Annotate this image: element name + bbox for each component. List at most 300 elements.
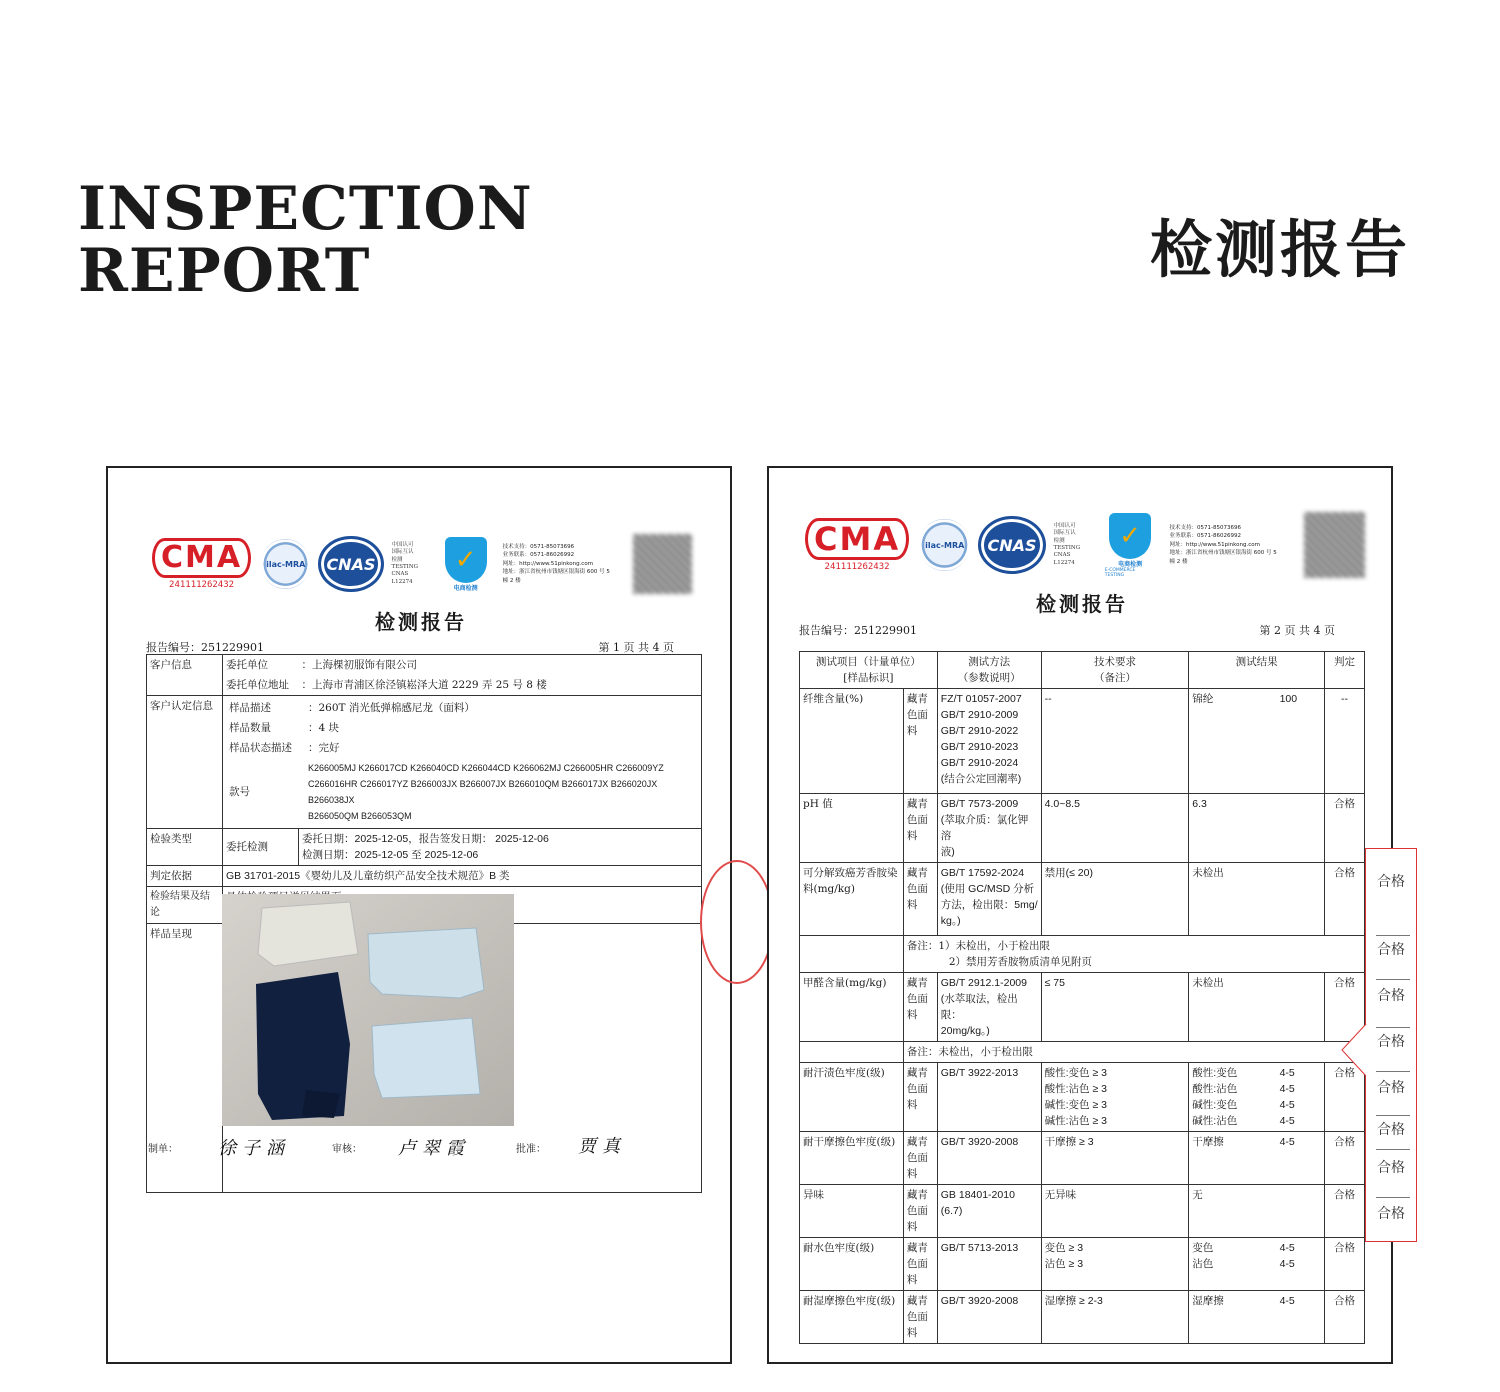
method-line: (水萃取法，检出限：	[940, 993, 1018, 1021]
callout-divider	[1376, 1071, 1410, 1072]
res_label-line: 变色	[1192, 1242, 1214, 1254]
row-sample	[903, 1185, 937, 1238]
res_val-line: 4-5	[1279, 1136, 1295, 1148]
qr-code	[1304, 512, 1365, 578]
page-info: 第 1 页 共 4 页	[598, 641, 674, 654]
qty-value-text: 4 块	[318, 722, 340, 734]
row-result-value	[1277, 1132, 1325, 1185]
note-spacer	[800, 936, 904, 973]
header-verdict: 判定	[1325, 652, 1365, 689]
row-sample-text: 藏青色面料	[906, 1067, 928, 1111]
ilac-mra-logo	[919, 519, 970, 571]
row-result-value	[1277, 794, 1325, 863]
callout-divider	[1376, 1115, 1410, 1116]
inspection-dates	[299, 829, 702, 866]
reviewer-label: 审核：	[332, 1144, 362, 1155]
result-row	[800, 689, 1365, 794]
method-line: GB/T 2910-2009	[940, 709, 1019, 721]
note-row	[800, 936, 1365, 973]
row-method	[937, 1185, 1041, 1238]
verdict-callout	[1365, 848, 1417, 1242]
res_label-line: 沾色	[1192, 1258, 1214, 1270]
row-item-text: 耐干摩擦色牢度(级)	[803, 1136, 896, 1148]
report-number-value: 251229901	[201, 641, 264, 654]
inspection-type-value: 委托检测	[223, 829, 299, 866]
method-line: (结合公定回潮率)	[940, 773, 1022, 785]
row-sample-text: 藏青色面料	[906, 977, 928, 1021]
recog-line: CNAS L12274	[1053, 552, 1075, 566]
row-result-label	[1189, 1291, 1277, 1344]
ilac-text: ilac-MRA	[925, 540, 965, 550]
cma-text: CMA	[152, 538, 251, 578]
qty-value: ：4 块	[308, 722, 340, 734]
logo-row	[152, 532, 692, 596]
style-numbers	[305, 758, 698, 826]
method-line: GB/T 2912.1-2009	[940, 977, 1027, 989]
row-result-value	[1277, 1185, 1325, 1238]
res_label-line: 湿摩擦	[1192, 1295, 1224, 1307]
qr-code	[633, 534, 692, 594]
basis-value: GB 31701-2015《婴幼儿及儿童纺织产品安全技术规范》B 类	[223, 866, 702, 887]
maker-label: 制单：	[148, 1144, 178, 1155]
desc-value: ：260T 消光低弹棉感尼龙（面料）	[308, 702, 475, 714]
unit-value: ：上海棵初服饰有限公司	[299, 655, 702, 676]
inspection-type-label: 检验类型	[147, 829, 223, 866]
sample-photo	[222, 894, 514, 1126]
unit-label: 委托单位	[223, 655, 299, 676]
row-result-value	[1277, 1238, 1325, 1291]
res_val-line: 4-5	[1279, 1258, 1295, 1270]
res_label-line: 未检出	[1192, 977, 1224, 989]
row-requirement	[1041, 1185, 1189, 1238]
ilac-text: ilac-MRA	[266, 559, 306, 569]
report-page-1	[106, 466, 732, 1364]
state-label: 样品状态描述	[229, 742, 292, 754]
note-line: 备注：1）未检出，小于检出限	[906, 940, 1051, 952]
cma-number: 241111262432	[824, 562, 890, 572]
contact-info	[1170, 524, 1298, 567]
row-result-label	[1189, 973, 1277, 1042]
header-requirement	[1041, 652, 1189, 689]
header-method	[937, 652, 1041, 689]
section-client: 客户信息	[147, 655, 223, 696]
row-item	[800, 1063, 904, 1132]
row-sample	[903, 1132, 937, 1185]
row-verdict	[1325, 1132, 1365, 1185]
res_label-line: 6.3	[1192, 798, 1207, 810]
method-line: GB/T 3920-2008	[940, 1295, 1019, 1307]
contact-line: 技术支持：0571-85073696	[502, 543, 575, 550]
logo-row	[805, 510, 1365, 580]
method-line: kg。)	[940, 915, 961, 927]
res_label-line: 干摩擦	[1192, 1136, 1224, 1148]
report-number-label: 报告编号：	[799, 624, 854, 637]
reviewer-signature: 卢翠霞	[398, 1138, 470, 1159]
method-line: GB 18401-2010	[940, 1189, 1015, 1201]
result-row	[800, 1291, 1365, 1344]
callout-item: 合格	[1377, 1160, 1405, 1176]
row-result-value	[1277, 1063, 1325, 1132]
callout-pointer	[1340, 1020, 1368, 1080]
row-requirement	[1041, 689, 1189, 794]
header-method-sub: （参数说明）	[957, 672, 1021, 684]
row-requirement	[1041, 794, 1189, 863]
style-line: K266005MJ K266017CD K266040CD K266044CD K266062MJ C266005HR C266009YZ	[308, 763, 664, 773]
presentation-label: 样品呈现	[147, 924, 223, 1193]
res_label-line: 酸性:沾色	[1192, 1083, 1238, 1095]
dates-line: 检测日期：2025-12-05 至 2025-12-06	[302, 849, 479, 861]
method-line: (萃取介质：氯化钾溶	[940, 814, 1029, 842]
recog-line: 国际互认	[391, 549, 414, 556]
req-line: --	[1044, 693, 1052, 705]
callout-item: 合格	[1377, 1034, 1405, 1050]
row-verdict	[1325, 863, 1365, 936]
ecommerce-testing-logo	[1105, 513, 1156, 578]
heading-line-1: INSPECTION	[78, 174, 533, 244]
callout-divider	[1376, 979, 1410, 980]
callout-divider	[1376, 1149, 1410, 1150]
row-sample-text: 藏青色面料	[906, 1136, 928, 1180]
recog-line: TESTING	[391, 564, 419, 570]
result-row	[800, 863, 1365, 936]
test-results-table	[799, 651, 1365, 1344]
callout-item: 合格	[1377, 1080, 1405, 1096]
note-cell	[903, 1042, 1364, 1063]
callout-item: 合格	[1377, 1122, 1405, 1138]
method-line: 液)	[940, 846, 955, 858]
row-requirement	[1041, 1291, 1189, 1344]
method-line: GB/T 2910-2024	[940, 757, 1019, 769]
header-item-sub: [样品标识]	[843, 672, 894, 684]
note-line: 2）禁用芳香胺物质清单见附页	[948, 956, 1093, 968]
report-number-value: 251229901	[854, 624, 917, 637]
res_label-line: 碱性:沾色	[1192, 1115, 1238, 1127]
row-requirement	[1041, 973, 1189, 1042]
method-line: GB/T 7573-2009	[940, 798, 1019, 810]
row-item-text: 可分解致癌芳香胺染料(mg/kg)	[803, 867, 898, 895]
row-item	[800, 1185, 904, 1238]
row-item-text: 异味	[803, 1189, 824, 1201]
qty-label: 样品数量	[229, 722, 271, 734]
page-2-title: 检测报告	[1036, 592, 1128, 616]
row-result-value	[1277, 689, 1325, 794]
row-item	[800, 1291, 904, 1344]
note-cell	[903, 936, 1364, 973]
row-method	[937, 689, 1041, 794]
section-sample: 客户认定信息	[147, 696, 223, 829]
method-line: (6.7)	[940, 1205, 963, 1217]
address-value-text: 上海市青浦区徐泾镇崧泽大道 2229 弄 25 号 8 楼	[312, 679, 547, 691]
heading-chinese: 检测报告	[1150, 213, 1411, 286]
report-page-2	[767, 466, 1393, 1364]
row-verdict-text: 合格	[1334, 798, 1355, 810]
row-verdict-text: 合格	[1334, 1189, 1355, 1201]
row-result-label	[1189, 863, 1277, 936]
ecom-label: 电商检测	[453, 584, 478, 592]
res_val-line: 100	[1279, 693, 1298, 705]
ecom-label: 电商检测	[1118, 560, 1143, 568]
method-line: GB/T 3920-2008	[940, 1136, 1019, 1148]
req-line: 沾色 ≥ 3	[1044, 1258, 1084, 1270]
contact-line: 业务联系：0571-86026992	[1169, 533, 1242, 540]
row-verdict-text: 合格	[1334, 867, 1355, 879]
desc-label: 样品描述	[229, 702, 271, 714]
res_label-line: 碱性:变色	[1192, 1099, 1238, 1111]
sample-photo-image	[222, 894, 514, 1126]
row-item	[800, 863, 904, 936]
req-line: 干摩擦 ≥ 3	[1044, 1136, 1094, 1148]
row-verdict	[1325, 1238, 1365, 1291]
header-result: 测试结果	[1189, 652, 1325, 689]
res_label-line: 锦纶	[1192, 693, 1214, 705]
callout-divider	[1376, 935, 1410, 936]
callout-item: 合格	[1377, 1206, 1405, 1222]
cma-number: 241111262432	[169, 580, 235, 590]
result-row	[800, 794, 1365, 863]
approver-label: 批准：	[516, 1144, 546, 1155]
row-sample	[903, 973, 937, 1042]
row-verdict	[1325, 1185, 1365, 1238]
desc-value-text: 260T 消光低弹棉感尼龙（面料）	[318, 702, 475, 714]
dates-line: 委托日期：2025-12-05，报告签发日期： 2025-12-06	[302, 833, 549, 845]
row-sample-text: 藏青色面料	[906, 693, 928, 737]
page-1-title: 检测报告	[375, 610, 467, 634]
row-verdict-text: 合格	[1334, 1136, 1355, 1148]
report-number-label: 报告编号：	[146, 641, 201, 654]
row-sample	[903, 863, 937, 936]
row-verdict-text: 合格	[1334, 1295, 1355, 1307]
res_label-line: 酸性:变色	[1192, 1067, 1238, 1079]
ilac-mra-logo	[261, 539, 310, 589]
note-row	[800, 1042, 1365, 1063]
recog-line: 国际互认	[1053, 530, 1076, 537]
note-line: 备注：未检出，小于检出限	[906, 1046, 1033, 1058]
row-method	[937, 1291, 1041, 1344]
style-label: 款号	[229, 786, 250, 798]
official-seal	[700, 860, 774, 984]
row-sample	[903, 689, 937, 794]
row-result-label	[1189, 689, 1277, 794]
row-sample	[903, 794, 937, 863]
report-number	[146, 639, 264, 655]
report-number	[799, 622, 917, 638]
heading-line-2: REPORT	[78, 236, 371, 306]
approver-signature: 贾真	[578, 1136, 626, 1157]
shield-check-icon: ✓	[445, 537, 487, 583]
res_val-line: 4-5	[1279, 1115, 1295, 1127]
row-requirement	[1041, 1063, 1189, 1132]
method-line: GB/T 2910-2022	[940, 725, 1019, 737]
row-sample-text: 藏青色面料	[906, 798, 928, 842]
res_label-line: 无	[1192, 1189, 1203, 1201]
contact-line: 地址：浙江省杭州市钱塘区银海街 600 号 5	[502, 569, 610, 576]
row-requirement	[1041, 1132, 1189, 1185]
res_val-line: 4-5	[1279, 1295, 1295, 1307]
method-line: GB/T 17592-2024	[940, 867, 1025, 879]
header-req-sub: （备注）	[1093, 672, 1136, 684]
row-sample	[903, 1063, 937, 1132]
recog-line: 检测	[1053, 537, 1065, 544]
cma-text: CMA	[805, 518, 909, 560]
result-row	[800, 973, 1365, 1042]
callout-item: 合格	[1377, 874, 1405, 890]
row-item	[800, 689, 904, 794]
row-method	[937, 1132, 1041, 1185]
row-sample	[903, 1238, 937, 1291]
recog-line: CNAS L12274	[391, 571, 413, 585]
recognition-text	[392, 542, 431, 587]
style-line: B266050QM B266053QM	[308, 811, 412, 821]
contact-info	[503, 543, 627, 586]
callout-item: 合格	[1377, 942, 1405, 958]
cnas-text: CNAS	[987, 535, 1037, 555]
row-item	[800, 1238, 904, 1291]
method-line: 方法，检出限：5mg/	[940, 899, 1038, 911]
result-row	[800, 1185, 1365, 1238]
page-info: 第 2 页 共 4 页	[1259, 624, 1335, 637]
req-line: 碱性:沾色 ≥ 3	[1044, 1115, 1107, 1127]
recognition-text	[1054, 523, 1093, 568]
recog-line: 中国认可	[391, 541, 414, 548]
row-result-value	[1277, 1291, 1325, 1344]
header-item-text: 测试项目（计量单位）	[815, 656, 921, 668]
method-line: GB/T 3922-2013	[940, 1067, 1019, 1079]
req-line: 无异味	[1044, 1189, 1077, 1201]
contact-line: 幢 2 楼	[1169, 558, 1188, 565]
row-requirement	[1041, 863, 1189, 936]
row-verdict-text: 合格	[1334, 1067, 1355, 1079]
contact-line: 幢 2 楼	[502, 577, 521, 584]
row-sample-text: 藏青色面料	[906, 1295, 928, 1339]
contact-line: 网址：http://www.51pinkong.com	[1169, 541, 1260, 548]
row-method	[937, 863, 1041, 936]
res_val-line: 4-5	[1279, 1242, 1295, 1254]
cnas-logo	[978, 516, 1045, 574]
cnas-logo	[318, 536, 383, 592]
row-verdict-text: 合格	[1334, 1242, 1355, 1254]
row-result-value	[1277, 973, 1325, 1042]
heading-english	[78, 174, 533, 306]
conclusion-label: 检验结果及结论	[147, 887, 223, 924]
result-row	[800, 1063, 1365, 1132]
cnas-text: CNAS	[326, 554, 376, 574]
row-method	[937, 1063, 1041, 1132]
header-req-text: 技术要求	[1093, 656, 1136, 668]
row-item-text: 耐水色牢度(级)	[803, 1242, 875, 1254]
callout-item: 合格	[1377, 988, 1405, 1004]
row-requirement	[1041, 1238, 1189, 1291]
cma-logo	[805, 518, 909, 572]
ecommerce-testing-logo	[445, 537, 487, 592]
unit-value-text: 上海棵初服饰有限公司	[312, 659, 417, 671]
res_val-line: 4-5	[1279, 1067, 1295, 1079]
row-item	[800, 973, 904, 1042]
row-result-label	[1189, 1238, 1277, 1291]
row-item	[800, 1132, 904, 1185]
row-verdict	[1325, 794, 1365, 863]
page-1-meta	[146, 639, 674, 655]
row-sample-text: 藏青色面料	[906, 867, 928, 911]
address-value: ：上海市青浦区徐泾镇崧泽大道 2229 弄 25 号 8 楼	[299, 675, 702, 696]
page-2-meta	[799, 622, 1335, 638]
row-item-text: 耐汗渍色牢度(级)	[803, 1067, 885, 1079]
style-line: C266016HR C266017YZ B266003JX B266007JX B266010QM B266017JX B266020JX B266038JX	[308, 779, 658, 805]
req-line: 禁用(≤ 20)	[1044, 867, 1093, 879]
method-line: (使用 GC/MSD 分析	[940, 883, 1035, 895]
req-line: 湿摩擦 ≥ 2-3	[1044, 1295, 1103, 1307]
basis-label: 判定依据	[147, 866, 223, 887]
req-line: 酸性:变色 ≥ 3	[1044, 1067, 1107, 1079]
contact-line: 业务联系：0571-86026992	[502, 552, 575, 559]
req-line: 碱性:变色 ≥ 3	[1044, 1099, 1107, 1111]
req-line: 变色 ≥ 3	[1044, 1242, 1084, 1254]
row-item-text: 甲醛含量(mg/kg)	[803, 977, 887, 989]
recog-line: TESTING	[1053, 545, 1081, 551]
cma-logo	[152, 538, 251, 590]
row-result-label	[1189, 1185, 1277, 1238]
res_val-line: 4-5	[1279, 1083, 1295, 1095]
row-verdict	[1325, 689, 1365, 794]
maker-signature: 徐子涵	[218, 1138, 290, 1159]
row-method	[937, 794, 1041, 863]
shield-check-icon: ✓	[1109, 513, 1151, 559]
row-verdict	[1325, 1291, 1365, 1344]
row-method	[937, 973, 1041, 1042]
req-line: 酸性:沾色 ≥ 3	[1044, 1083, 1107, 1095]
header-method-text: 测试方法	[968, 656, 1011, 668]
address-label: 委托单位地址	[223, 675, 299, 696]
result-row	[800, 1132, 1365, 1185]
note-spacer	[800, 1042, 904, 1063]
row-result-label	[1189, 1132, 1277, 1185]
ecom-label-en: E-COMMERCE TESTING	[1104, 567, 1136, 578]
recog-line: 中国认可	[1053, 522, 1076, 529]
method-line: 20mg/kg。)	[940, 1025, 990, 1037]
contact-line: 技术支持：0571-85073696	[1169, 524, 1242, 531]
row-item	[800, 794, 904, 863]
row-result-label	[1189, 794, 1277, 863]
method-line: GB/T 5713-2013	[940, 1242, 1019, 1254]
row-item-text: 纤维含量(%)	[803, 693, 864, 705]
res_label-line: 未检出	[1192, 867, 1224, 879]
row-sample-text: 藏青色面料	[906, 1242, 928, 1286]
state-value: ：完好	[308, 742, 340, 754]
row-sample	[903, 1291, 937, 1344]
header-item	[800, 652, 938, 689]
signature-row	[148, 1136, 668, 1162]
method-line: GB/T 2910-2023	[940, 741, 1019, 753]
row-item-text: pH 值	[803, 798, 833, 810]
method-line: FZ/T 01057-2007	[940, 693, 1022, 705]
row-verdict-text: --	[1340, 693, 1349, 705]
row-sample-text: 藏青色面料	[906, 1189, 928, 1233]
row-method	[937, 1238, 1041, 1291]
res_val-line: 4-5	[1279, 1099, 1295, 1111]
row-item-text: 耐湿摩擦色牢度(级)	[803, 1295, 896, 1307]
req-line: 4.0~8.5	[1044, 798, 1080, 810]
state-value-text: 完好	[318, 742, 340, 754]
contact-line: 地址：浙江省杭州市钱塘区银海街 600 号 5	[1169, 550, 1277, 557]
recog-line: 检测	[391, 556, 403, 563]
row-result-value	[1277, 863, 1325, 936]
row-result-label	[1189, 1063, 1277, 1132]
callout-divider	[1376, 1027, 1410, 1028]
results-body	[800, 689, 1365, 1344]
contact-line: 网址：http://www.51pinkong.com	[502, 560, 594, 567]
row-verdict-text: 合格	[1334, 977, 1355, 989]
callout-divider	[1376, 1197, 1410, 1198]
req-line: ≤ 75	[1044, 977, 1065, 989]
